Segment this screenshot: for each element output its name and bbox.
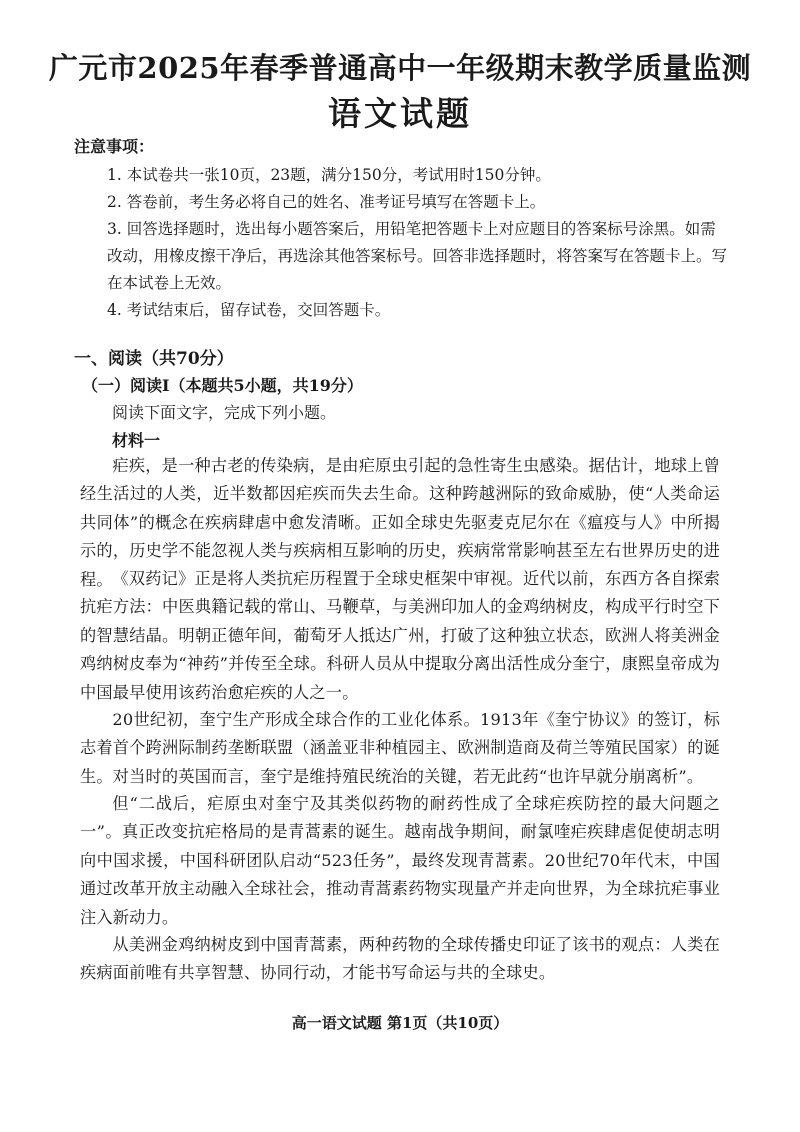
notice-heading: 注意事项：	[74, 137, 155, 156]
paragraph-text: 从美洲金鸡纳树皮到中国青蒿素，两种药物的全球传播史印证了该书的观点：人类在疾病面前唯有共享智慧、协同行动，才能书写命运与共的全球史。	[80, 935, 720, 983]
paragraph-text: 20世纪初，奎宁生产形成全球合作的工业化体系。1913年《奎宁协议》的签订，标志着首个跨洲际制药垄断联盟（涵盖亚非种植园主、欧洲制造商及荷兰等殖民国家）的诞生。对当时的英国而言，奎宁是维持殖民统治的关键，若无此药“也许早就分崩离析”。	[80, 710, 720, 786]
section-heading: 一、阅读（共70分）	[74, 349, 234, 369]
passage-paragraph	[80, 790, 720, 932]
paragraph-text: 《双药记》正是将人类抗疟历程置于全球史框架中审视。近代以前，东西方各自探索抗疟方法：中医典籍记载的常山、马鞭草，与美洲印加人的金鸡纳树皮，构成平行时空下的智慧结晶。明朝正德年间，葡萄牙人抵达广州，打破了这种独立状态，欧洲人将美洲金鸡纳树皮奉为“神药”并传至全球。科研人员从中提取分离出活性成分奎宁，康熙皇帝成为中国最早使用该药治愈疟疾的人之一。	[80, 569, 720, 702]
material-title: 材料一	[112, 431, 161, 450]
notice-item: 1. 本试卷共一张10页，23题，满分150分，考试用时150分钟。	[107, 166, 551, 184]
notice-item: 4. 考试结束后，留存试卷，交回答题卡。	[107, 301, 391, 319]
passage-paragraph	[80, 931, 720, 988]
exam-title: 广元市2025年春季普通高中一年级期末教学质量监测	[48, 51, 752, 85]
notice-list	[107, 162, 727, 324]
subject-title: 语文试题	[328, 94, 472, 133]
notice-item: 2. 答卷前，考生务必将自己的姓名、准考证号填写在答题卡上。	[107, 193, 546, 211]
page-footer: 高一语文试题 第1页（共10页）	[291, 1014, 509, 1032]
instruction-text: 阅读下面文字，完成下列小题。	[112, 403, 337, 422]
subsection-heading: （一）阅读Ⅰ（本题共5小题，共19分）	[82, 376, 363, 395]
paragraph-text: 但“二战后，疟原虫对奎宁及其类似药物的耐药性成了全球疟疾防控的最大问题之一”。真正改变抗疟格局的是青蒿素的诞生。越南战争期间，耐氯喹疟疾肆虐促使胡志明向中国求援，中国科研团队启动“523任务”，最终发现青蒿素。20世纪70年代末，中国通过改革开放主动融入全球社会，推动青蒿素药物实现量产并走向世界，为全球抗疟事业注入新动力。	[80, 794, 720, 927]
notice-item: 3. 回答选择题时，选出每小题答案后，用铅笔把答题卡上对应题目的答案标号涂黑。如需改动，用橡皮擦干净后，再选涂其他答案标号。回答非选择题时，将答案写在答题卡上。写在本试卷上无效。	[107, 220, 728, 292]
passage-paragraph	[80, 565, 720, 707]
paragraph-text: 疟疾，是一种古老的传染病，是由疟原虫引起的急性寄生虫感染。据估计，地球上曾经生活过的人类，近半数都因疟疾而失去生命。这种跨越洲际的致命威胁，使“人类命运共同体”的概念在疾病肆虐中愈发清晰。正如全球史先驱麦克尼尔在《瘟疫与人》中所揭示的，历史学不能忽视人类与疾病相互影响的历史，疾病常常影响甚至左右世界历史的进程。	[80, 456, 720, 589]
passage-paragraph	[80, 706, 720, 791]
